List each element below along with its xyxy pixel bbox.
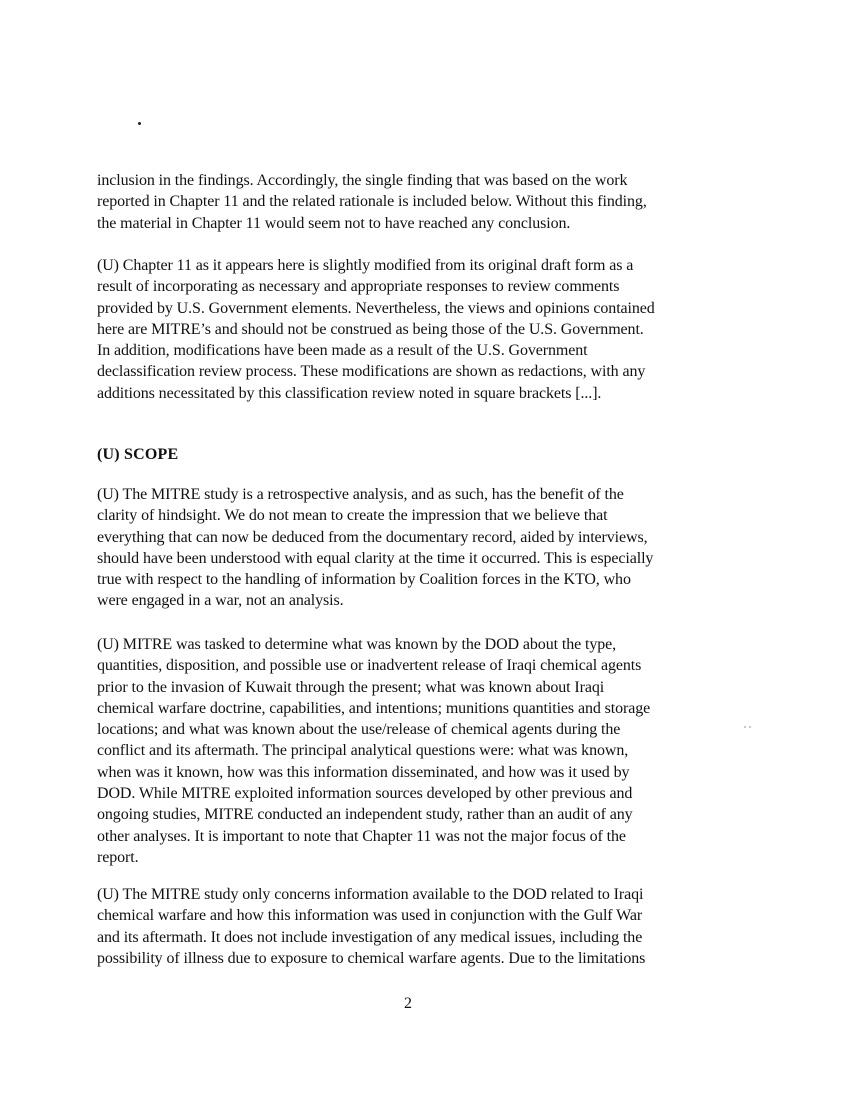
text-line: and its aftermath. It does not include investigation of any medical issues, including the (97, 928, 643, 946)
text-line: everything that can now be deduced from the documentary record, aided by interviews, (97, 528, 648, 546)
text-line: when was it known, how was this information disseminated, and how was it used by (97, 763, 630, 781)
text-line: result of incorporating as necessary and appropriate responses to review comments (97, 278, 620, 296)
text-line: (U) MITRE was tasked to determine what was known by the DOD about the type, (97, 636, 617, 653)
text-line: In addition, modifications have been made as a result of the U.S. Government (97, 342, 588, 360)
text-line: true with respect to the handling of information by Coalition forces in the KTO, who (97, 571, 631, 589)
paragraph-chapter-modification (97, 255, 709, 404)
paragraph-study-limitations (97, 884, 709, 969)
text-line: declassification review process. These modifications are shown as redactions, with any (97, 363, 646, 381)
scan-speck (749, 726, 751, 728)
text-line: chemical warfare doctrine, capabilities, and intentions; munitions quantities and storage (97, 699, 651, 717)
text-line: (U) Chapter 11 as it appears here is slightly modified from its original draft form as a (97, 257, 634, 274)
text-line: possibility of illness due to exposure to chemical warfare agents. Due to the limitations (97, 949, 646, 967)
text-line: locations; and what was known about the use/release of chemical agents during the (97, 721, 621, 739)
text-line: here are MITRE’s and should not be construed as being those of the U.S. Government. (97, 320, 644, 338)
section-heading-scope: (U) SCOPE (97, 446, 179, 463)
text-line: ongoing studies, MITRE conducted an independent study, rather than an audit of any (97, 806, 633, 824)
text-line: quantities, disposition, and possible use or inadvertent release of Iraqi chemical agents (97, 657, 642, 675)
text-line: should have been understood with equal clarity at the time it occurred. This is especially (97, 549, 654, 567)
scan-speck (138, 122, 141, 125)
paragraph-mitre-tasking (97, 634, 709, 868)
text-line: provided by U.S. Government elements. Nevertheless, the views and opinions contained (97, 299, 655, 317)
text-line: chemical warfare and how this information was used in conjunction with the Gulf War (97, 907, 643, 925)
paragraph-findings-inclusion (97, 170, 709, 234)
text-line: were engaged in a war, not an analysis. (97, 592, 344, 610)
text-line: inclusion in the findings. Accordingly, the single finding that was based on the work (97, 172, 628, 189)
text-line: (U) The MITRE study is a retrospective analysis, and as such, has the benefit of the (97, 486, 624, 503)
scan-speck (744, 726, 746, 728)
text-line: conflict and its aftermath. The principal analytical questions were: what was known, (97, 742, 629, 760)
text-line: the material in Chapter 11 would seem not to have reached any conclusion. (97, 214, 571, 232)
text-line: additions necessitated by this classification review noted in square brackets [...]. (97, 384, 602, 402)
text-line: DOD. While MITRE exploited information sources developed by other previous and (97, 785, 633, 803)
text-line: (U) The MITRE study only concerns information available to the DOD related to Iraqi (97, 886, 644, 903)
paragraph-retrospective-analysis (97, 484, 709, 612)
text-line: prior to the invasion of Kuwait through the present; what was known about Iraqi (97, 678, 605, 696)
text-line: other analyses. It is important to note that Chapter 11 was not the major focus of the (97, 827, 626, 845)
text-line: reported in Chapter 11 and the related rationale is included below. Without this finding, (97, 193, 647, 211)
page-number: 2 (404, 995, 412, 1012)
text-line: clarity of hindsight. We do not mean to create the impression that we believe that (97, 507, 608, 525)
text-line: report. (97, 848, 139, 866)
